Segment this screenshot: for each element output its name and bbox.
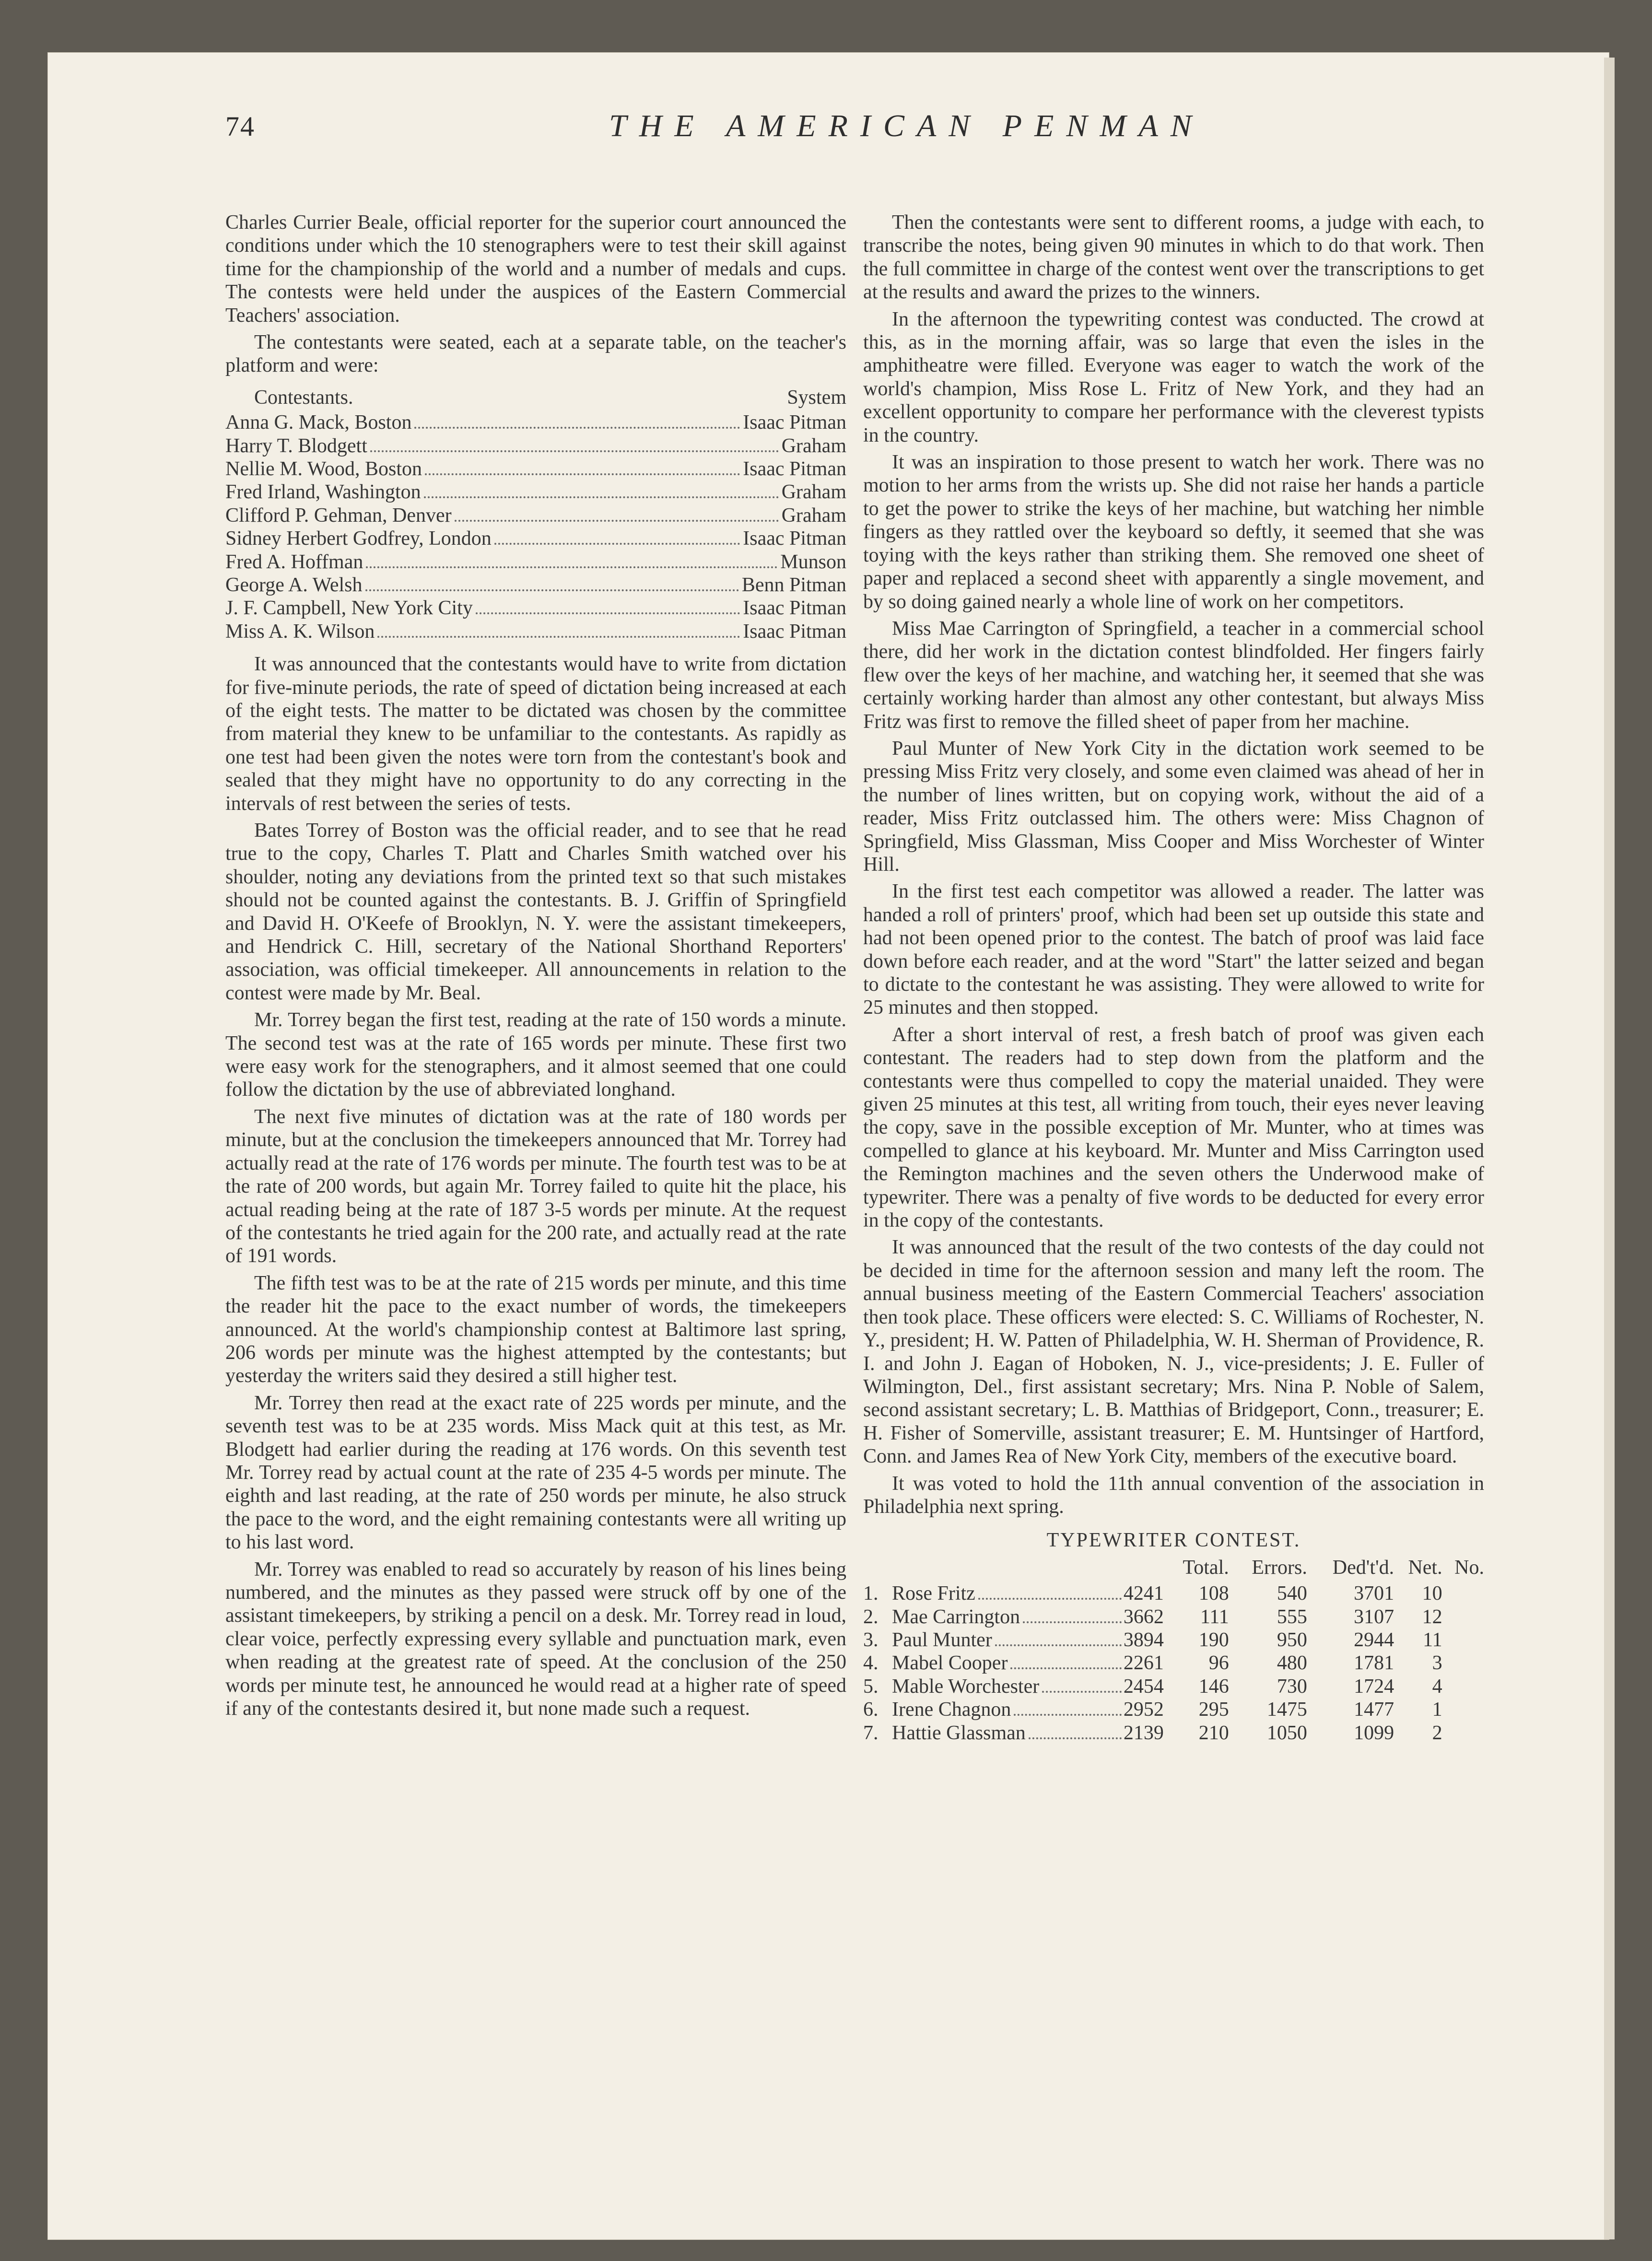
errors-value: 210 <box>1198 1722 1229 1744</box>
paragraph: Mr. Torrey began the first test, reading at the rate of 150 words a minute. The second test was at the rate of 165 words per minute. These first two were easy work for the stenographers, and it almost seemed that one could follow the dictation by the use of abbreviated longhand. <box>225 1009 846 1101</box>
table-row <box>863 1582 1484 1605</box>
leader-dots <box>366 566 777 568</box>
contestant-row <box>225 434 846 457</box>
paragraph: Charles Currier Beale, official reporter for the superior court announced the conditions under which the 10 stenographers were to test their skill against time for the championship of the world and a number of medals and cups. The contests were held under the auspices of the Eastern Commercial Teachers' association. <box>225 211 846 327</box>
leader-dots <box>1029 1737 1122 1739</box>
total-value: 2454 <box>1123 1675 1164 1698</box>
errors-value: 295 <box>1198 1699 1229 1721</box>
leader-dots <box>455 520 779 522</box>
paragraph: Bates Torrey of Boston was the official reader, and to see that he read true to the copy, Charles T. Platt and Charles Smith watched over his shoulder, noting any deviations from the printed text so that such mistakes should not be counted against the contestants. B. J. Griffin of Springfield and David H. O'Keefe of Brooklyn, N. Y. were the assistant timekeepers, and Hendrick C. Hill, secretary of the National Shorthand Reporters' association, was official timekeeper. All announcements in relation to the contest were made by Mr. Beal. <box>225 820 846 1004</box>
contestant-system: Munson <box>780 551 846 573</box>
paragraph: It was voted to hold the 11th annual convention of the association in Philadelphia next spring. <box>863 1472 1484 1518</box>
paragraph: In the afternoon the typewriting contest was conducted. The crowd at this, as in the morning affair, was so large that even the isles in the amphitheatre were filled. Everyone was eager to watch the work of the world's champion, Miss Rose L. Fritz of New York, and they had an excellent opportunity to compare her performance with the cleverest typists in the country. <box>863 308 1484 446</box>
page-number: 74 <box>225 111 255 142</box>
deducted-value: 555 <box>1277 1605 1307 1628</box>
total-value: 3662 <box>1123 1605 1164 1628</box>
rank: 1. <box>863 1582 879 1605</box>
typewriter-contest-table <box>863 1556 1484 1745</box>
contestants-header-label: Contestants. <box>254 386 353 409</box>
contestant-row <box>225 551 846 574</box>
paragraph: Mr. Torrey then read at the exact rate of 225 words per minute, and the seventh test was to be at 235 words. Miss Mack quit at this test, as Mr. Blodgett had earlier during the reading at 176 words. On this seventh test Mr. Torrey read by actual count at the rate of 235 4-5 words per minute. The eighth and last reading, at the rate of 250 words per minute, he also struck the pace to the word, and the eight remaining contestants were all writing up to his last word. <box>225 1392 846 1554</box>
contestant-row <box>225 620 846 643</box>
net-value: 2944 <box>1354 1628 1394 1651</box>
column-header-total: Total. <box>1183 1556 1229 1579</box>
contestant-system: Isaac Pitman <box>743 411 846 434</box>
paragraph: It was an inspiration to those present to watch her work. There was no motion to her arms from the wrists up. She did not raise her hands a particle to get the power to strike the keys of her machine, but watching her nimble fingers as they rattled over the keyboard so deftly, it seemed that she was toying with the keys rather than striking them. She removed one sheet of paper and replaced a second sheet with apparently a single movement, and by so doing gained nearly a whole line of work on her competitors. <box>863 451 1484 613</box>
contestants-header <box>225 386 846 409</box>
contestant-system: Graham <box>781 434 846 457</box>
contestant-name-cell <box>892 1722 1164 1745</box>
rank: 7. <box>863 1722 879 1744</box>
table-row <box>863 1675 1484 1698</box>
contestant-name: George A. Welsh <box>225 574 363 596</box>
contestant-name: Fred Irland, Washington <box>225 481 421 504</box>
contestant-system: Benn Pitman <box>741 574 846 596</box>
paragraph: The fifth test was to be at the rate of 215 words per minute, and this time the reader hit the pace to the exact number of words, the timekeepers announced. At the world's championship contest at Baltimore last spring, 206 words per minute was the highest attempted by the contestants; but yesterday the writers said they desired a still higher test. <box>225 1272 846 1387</box>
paragraph: The contestants were seated, each at a separate table, on the teacher's platform and were: <box>225 331 846 377</box>
left-column <box>225 211 846 1724</box>
total-value: 2261 <box>1123 1652 1164 1675</box>
table-row <box>863 1698 1484 1721</box>
contestant-name-cell <box>892 1605 1164 1628</box>
contestant-system: Graham <box>781 504 846 527</box>
contestant-system: Isaac Pitman <box>743 527 846 550</box>
rank-header <box>863 1556 892 1582</box>
no-value: 12 <box>1422 1605 1442 1628</box>
contestant-name: Anna G. Mack, Boston <box>225 411 412 434</box>
contestant-system: Graham <box>781 481 846 504</box>
leader-dots <box>1042 1691 1122 1693</box>
leader-dots <box>1023 1621 1122 1623</box>
paragraph: In the first test each competitor was allowed a reader. The latter was handed a roll of printers' proof, which had been set up outside this state and had not been opened prior to the contest. The batch of proof was laid face down before each reader, and at the word "Start" the latter seized and began to dictate to the contestant he was assisting. They were allowed to write for 25 minutes and then stopped. <box>863 880 1484 1019</box>
paragraph: After a short interval of rest, a fresh batch of proof was given each contestant. The readers had to step down from the platform and the contestants were thus compelled to copy the material unaided. They were given 25 minutes at this test, all writing from touch, their eyes never leaving the copy, save in the possible exception of Mr. Munter, who at times was compelled to glance at his keyboard. Mr. Munter and Miss Carrington used the Remington machines and the seven others the Underwood make of typewriter. There was a penalty of five words to be deducted for every error in the copy of the contestants. <box>863 1023 1484 1232</box>
errors-value: 190 <box>1198 1628 1229 1651</box>
contestant-name: Harry T. Blodgett <box>225 434 367 457</box>
column-header-no: No. <box>1454 1556 1484 1579</box>
table-row <box>863 1722 1484 1745</box>
column-header-net: Net. <box>1408 1556 1442 1579</box>
leader-dots <box>365 589 739 591</box>
errors-value: 146 <box>1198 1675 1229 1698</box>
contestant-name: Miss A. K. Wilson <box>225 620 375 643</box>
contestant-row <box>225 480 846 504</box>
paragraph: Mr. Torrey was enabled to read so accurately by reason of his lines being numbered, and the minutes as they passed were struck off by one of the assistant timekeepers, by striking a pencil on a desk. Mr. Torrey read in loud, clear voice, perfectly expressing every syllable and punctuation mark, even when reading at the greatest rate of speed. At the conclusion of the 250 words per minute test, he announced he would read at a higher rate of speed if any of the contestants desired it, but none made such a request. <box>225 1558 846 1720</box>
errors-value: 111 <box>1200 1605 1229 1628</box>
no-value: 2 <box>1432 1722 1442 1744</box>
errors-value: 108 <box>1198 1582 1229 1605</box>
contestant-name-cell <box>892 1698 1164 1721</box>
net-value: 3701 <box>1354 1582 1394 1605</box>
no-value: 1 <box>1432 1699 1442 1721</box>
leader-dots <box>425 473 740 475</box>
net-value: 1099 <box>1354 1722 1394 1744</box>
deducted-value: 1475 <box>1266 1699 1307 1721</box>
no-value: 11 <box>1423 1628 1442 1651</box>
paragraph: It was announced that the contestants would have to write from dictation for five-minute periods, the rate of speed of dictation being increased at each of the eight tests. The matter to be dictated was chosen by the committee from material they knew to be unfamiliar to the contestants. As rapidly as one test had been given the notes were torn from the contestant's book and sealed that they might have no opportunity to do any correcting in the intervals of rest between the series of tests. <box>225 653 846 815</box>
table-row <box>863 1605 1484 1628</box>
contestant-name-cell <box>892 1675 1164 1698</box>
contestant-row <box>225 597 846 620</box>
leader-dots <box>370 450 779 452</box>
rank: 3. <box>863 1628 879 1651</box>
journal-title: THE AMERICAN PENMAN <box>609 108 1204 143</box>
contestant-name: Fred A. Hoffman <box>225 551 363 573</box>
contestant-name-cell <box>892 1652 1164 1675</box>
contestant-name: J. F. Campbell, New York City <box>225 597 473 620</box>
contestant-name: Rose Fritz <box>892 1582 975 1605</box>
contestant-name: Clifford P. Gehman, Denver <box>225 504 452 527</box>
rank: 2. <box>863 1605 879 1628</box>
typewriter-contest-title: TYPEWRITER CONTEST. <box>1046 1529 1301 1552</box>
contestant-name: Mable Worchester <box>892 1675 1040 1698</box>
contestant-row <box>225 527 846 550</box>
deducted-value: 1050 <box>1266 1722 1307 1744</box>
net-value: 1724 <box>1354 1675 1394 1698</box>
leader-dots <box>1014 1714 1121 1716</box>
total-value: 2952 <box>1123 1699 1164 1721</box>
total-value: 3894 <box>1123 1628 1164 1651</box>
contestant-name: Mabel Cooper <box>892 1652 1008 1675</box>
deducted-value: 540 <box>1277 1582 1307 1605</box>
deducted-value: 730 <box>1277 1675 1307 1698</box>
net-value: 3107 <box>1354 1605 1394 1628</box>
paragraph: It was announced that the result of the two contests of the day could not be decided in time for the afternoon session and many left the room. The annual business meeting of the Eastern Commercial Teachers' association then took place. These officers were elected: S. C. Williams of Rochester, N. Y., president; H. W. Patten of Philadelphia, W. H. Sherman of Providence, R. I. and John J. Eagan of Hoboken, N. J., vice-presidents; J. E. Fuller of Wilmington, Del., first assistant secretary; Mrs. Nina P. Noble of Salem, second assistant secretary; L. B. Matthias of Bridgeport, Conn., treasurer; E. H. Fisher of Somerville, assistant treasurer; E. M. Huntsinger of Hartford, Conn. and James Rea of New York City, members of the executive board. <box>863 1236 1484 1468</box>
contestant-row <box>225 411 846 434</box>
deducted-value: 480 <box>1277 1652 1307 1675</box>
table-row <box>863 1652 1484 1675</box>
total-value: 2139 <box>1123 1722 1164 1744</box>
deducted-value: 950 <box>1277 1628 1307 1651</box>
leader-dots <box>995 1644 1122 1646</box>
contestant-system: Isaac Pitman <box>743 597 846 620</box>
no-value: 4 <box>1432 1675 1442 1698</box>
contestant-name: Sidney Herbert Godfrey, London <box>225 527 492 550</box>
contestant-system: Isaac Pitman <box>743 458 846 480</box>
rank: 4. <box>863 1652 879 1675</box>
no-value: 10 <box>1422 1582 1442 1605</box>
contestant-system: Isaac Pitman <box>743 620 846 643</box>
right-column <box>863 211 1484 1745</box>
leader-dots <box>1010 1667 1121 1669</box>
contestant-row <box>225 457 846 480</box>
paragraph: Paul Munter of New York City in the dictation work seemed to be pressing Miss Fritz very closely, and some even claimed was ahead of her in the number of lines written, but on copying work, without the aid of a reader, Miss Fritz outclassed him. The others were: Miss Chagnon of Springfield, Miss Glassman, Miss Cooper and Miss Worchester of Winter Hill. <box>863 737 1484 876</box>
net-value: 1477 <box>1354 1699 1394 1721</box>
leader-dots <box>424 496 779 498</box>
contestant-name: Hattie Glassman <box>892 1722 1026 1744</box>
contestant-row <box>225 574 846 597</box>
contestant-name-cell <box>892 1628 1164 1652</box>
paragraph: The next five minutes of dictation was at the rate of 180 words per minute, but at the conclusion the timekeepers announced that Mr. Torrey had actually read at the rate of 176 words per minute. The fourth test was to be at the rate of 200 words, but again Mr. Torrey failed to quite hit the place, his actual reading being at the rate of 187 3-5 words per minute. At the request of the contestants he tried again for the 200 rate, and actually read at the rate of 191 words. <box>225 1105 846 1267</box>
leader-dots <box>377 636 740 638</box>
column-header-errors: Errors. <box>1252 1556 1307 1579</box>
errors-value: 96 <box>1208 1652 1229 1675</box>
leader-dots <box>494 543 740 545</box>
total-value: 4241 <box>1123 1582 1164 1605</box>
table-header-row <box>863 1556 1484 1582</box>
name-header <box>892 1556 1164 1582</box>
contestant-name: Nellie M. Wood, Boston <box>225 458 422 480</box>
leader-dots <box>476 612 740 614</box>
paragraph: Then the contestants were sent to different rooms, a judge with each, to transcribe the notes, being given 90 minutes in which to do that work. Then the full committee in charge of the contest went over the transcriptions to get at the results and award the prizes to the winners. <box>863 211 1484 304</box>
journal-page <box>48 53 1609 2239</box>
contestant-name: Paul Munter <box>892 1628 992 1651</box>
contestants-list <box>225 386 846 643</box>
table-row <box>863 1628 1484 1652</box>
net-value: 1781 <box>1354 1652 1394 1675</box>
contestant-name: Mae Carrington <box>892 1605 1020 1628</box>
system-header-label: System <box>787 386 846 409</box>
rank: 6. <box>863 1699 879 1721</box>
contestant-row <box>225 504 846 527</box>
adjacent-page-edge <box>1604 58 1615 2239</box>
leader-dots <box>978 1598 1122 1600</box>
paragraph: Miss Mae Carrington of Springfield, a teacher in a commercial school there, did her work in the dictation contest blindfolded. Her fingers fairly flew over the keys of her machine, and watching her, it seemed that she was certainly working harder than almost any other contestant, but always Miss Fritz was first to remove the filled sheet of paper from her machine. <box>863 617 1484 733</box>
column-header-deducted: Ded't'd. <box>1332 1556 1394 1579</box>
no-value: 3 <box>1432 1652 1442 1675</box>
rank: 5. <box>863 1675 879 1698</box>
leader-dots <box>414 427 740 429</box>
contestant-name: Irene Chagnon <box>892 1699 1011 1721</box>
contestant-name-cell <box>892 1582 1164 1605</box>
